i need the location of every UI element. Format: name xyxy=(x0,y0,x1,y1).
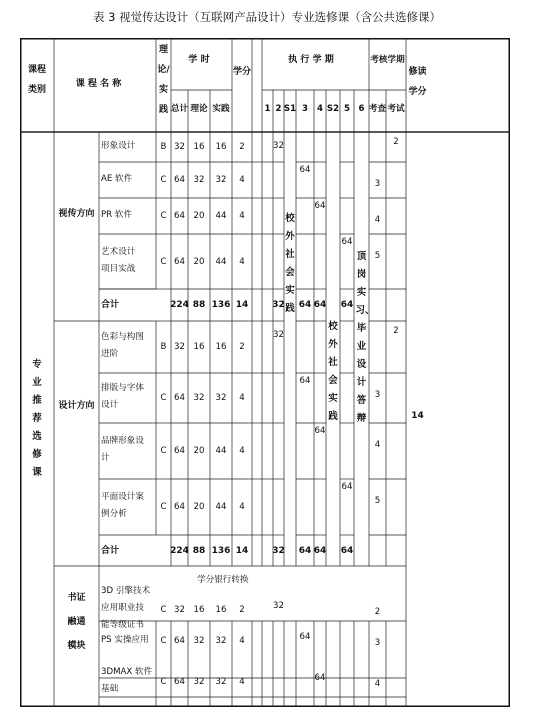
hours-practice: 44 xyxy=(215,446,227,456)
exam-term: 5 xyxy=(374,496,381,506)
header-theory-practice: 实 xyxy=(158,85,169,95)
course-name: 排版与字体 xyxy=(101,383,144,393)
group-name: 设计方向 xyxy=(58,401,95,411)
course-credit: 4 xyxy=(239,211,245,221)
semester-hours: 64 xyxy=(314,426,326,436)
header-category: 类别 xyxy=(27,85,47,95)
exam-term: 3 xyxy=(374,179,381,189)
header-credits: 学分 xyxy=(232,67,252,77)
header-theory-practice: 论/ xyxy=(157,65,170,75)
course-type: C xyxy=(160,636,167,646)
course-category: 专业推荐选修课 xyxy=(32,359,42,478)
header-required-credits: 学分 xyxy=(408,87,427,97)
hours-practice: 32 xyxy=(215,677,227,687)
exam-term: 3 xyxy=(374,638,381,648)
course-name: 基础 xyxy=(101,684,119,694)
exam-term: 5 xyxy=(374,251,381,261)
table-title: 表 3 视觉传达设计（互联网产品设计）专业选修课（含公共选修课） xyxy=(92,10,442,24)
exam-term: 2 xyxy=(393,326,399,336)
hours-total: 64 xyxy=(174,256,185,267)
header-semester-sub: 6 xyxy=(358,104,365,114)
hours-total: 64 xyxy=(174,175,185,185)
semester-hours: 64 xyxy=(299,632,311,642)
hours-total: 64 xyxy=(174,446,185,456)
total-hours: 224 xyxy=(170,545,189,556)
group-name: 融通 xyxy=(67,617,86,627)
header-semester-sub: S1 xyxy=(283,104,297,114)
course-type: C xyxy=(160,256,167,267)
course-credit: 4 xyxy=(239,502,245,512)
hours-practice: 32 xyxy=(215,175,227,185)
exam-term: 4 xyxy=(374,679,381,689)
header-semester-sub: 2 xyxy=(275,104,282,114)
semester-hours: 64 xyxy=(299,165,311,175)
course-name: 设计 xyxy=(101,400,119,410)
total-semester: 64 xyxy=(298,545,312,556)
group-name: 书证 xyxy=(67,593,86,603)
table-outer-border xyxy=(21,39,510,707)
course-type: C xyxy=(160,175,167,185)
exam-term: 3 xyxy=(374,390,381,400)
course-name: 能等级证书 xyxy=(101,620,144,630)
header-hours: 学 时 xyxy=(188,55,210,65)
course-type: C xyxy=(160,677,167,687)
course-type: C xyxy=(160,211,167,221)
semester-hours: 64 xyxy=(341,237,353,247)
course-type: C xyxy=(160,446,167,456)
course-credit: 2 xyxy=(239,604,245,615)
semester-hours: 32 xyxy=(273,141,284,151)
total-label: 合计 xyxy=(101,300,120,310)
course-credit: 4 xyxy=(239,677,245,687)
hours-total: 64 xyxy=(174,636,185,646)
semester-hours: 32 xyxy=(273,330,284,340)
total-semester: 32 xyxy=(272,300,285,310)
header-exam-term: 考核学期 xyxy=(370,55,405,65)
merged-required-credits: 14 xyxy=(411,411,424,421)
hours-theory: 32 xyxy=(193,636,205,646)
total-hours: 224 xyxy=(170,300,189,310)
header-category: 课程 xyxy=(27,65,47,75)
course-credit: 4 xyxy=(239,175,245,185)
course-credit: 2 xyxy=(239,142,245,152)
hours-theory: 16 xyxy=(193,342,205,352)
hours-theory: 32 xyxy=(193,677,205,687)
course-type: B xyxy=(160,342,167,352)
hours-practice: 16 xyxy=(215,604,227,615)
semester-hours: 64 xyxy=(341,482,353,492)
merged-s1-practice: 校外社会实践 xyxy=(285,213,295,314)
semester-hours: 32 xyxy=(273,600,284,611)
hours-total: 32 xyxy=(174,142,185,152)
hours-theory: 20 xyxy=(193,502,205,512)
hours-practice: 44 xyxy=(215,211,227,221)
hours-practice: 32 xyxy=(215,636,227,646)
course-credit: 4 xyxy=(239,446,245,456)
total-semester: 64 xyxy=(298,300,312,310)
course-name: 平面设计案 xyxy=(101,492,144,502)
total-semester: 64 xyxy=(313,545,327,556)
header-semester-sub: 1 xyxy=(264,104,271,114)
course-name: AE 软件 xyxy=(101,173,133,184)
hours-theory: 32 xyxy=(193,393,205,403)
header-hours-sub: 理论 xyxy=(190,104,208,114)
course-name: 艺术设计 xyxy=(101,246,136,257)
hours-total: 64 xyxy=(174,393,185,403)
hours-theory: 20 xyxy=(193,211,205,221)
hours-total: 32 xyxy=(174,604,185,615)
total-semester: 32 xyxy=(272,545,285,556)
group-name: 模块 xyxy=(67,641,86,651)
exam-term: 4 xyxy=(374,215,381,225)
course-name: 品牌形象设 xyxy=(101,436,144,446)
hours-theory: 16 xyxy=(193,604,205,615)
header-semester-sub: S2 xyxy=(326,104,340,114)
total-credit: 14 xyxy=(235,300,249,310)
hours-theory: 20 xyxy=(193,446,205,456)
hours-practice: 44 xyxy=(215,502,227,512)
course-name: 项目实战 xyxy=(101,263,136,274)
course-type: C xyxy=(160,502,167,512)
header-exam-sub: 考试 xyxy=(387,104,405,114)
course-credit: 4 xyxy=(239,256,245,267)
table-grid xyxy=(20,38,510,707)
total-semester: 64 xyxy=(340,300,354,310)
course-name: 3D 引擎技术 xyxy=(101,586,151,596)
course-name: 计 xyxy=(101,453,110,463)
curriculum-table xyxy=(20,38,510,707)
total-theory: 88 xyxy=(192,300,206,310)
course-name: 例分析 xyxy=(101,509,127,519)
course-name: 3DMAX 软件 xyxy=(101,667,153,677)
header-theory-practice: 理 xyxy=(158,45,169,55)
hours-total: 64 xyxy=(174,502,185,512)
hours-theory: 32 xyxy=(193,175,205,185)
hours-practice: 16 xyxy=(215,342,227,352)
exam-term: 4 xyxy=(374,440,381,450)
group-name: 视传方向 xyxy=(58,209,95,219)
hours-total: 32 xyxy=(174,342,185,352)
header-semester-sub: 4 xyxy=(317,104,323,114)
total-theory: 88 xyxy=(192,545,206,556)
header-semesters: 执 行 学 期 xyxy=(288,55,334,65)
header-required-credits: 修读 xyxy=(408,67,427,77)
total-credit: 14 xyxy=(235,545,249,556)
credit-bank-label: 学分银行转换 xyxy=(197,575,249,585)
header-semester-sub: 5 xyxy=(344,104,350,114)
course-credit: 2 xyxy=(239,342,245,352)
hours-practice: 16 xyxy=(215,142,227,152)
total-practice: 136 xyxy=(211,300,231,310)
course-name: 进阶 xyxy=(101,349,119,359)
course-type: B xyxy=(160,142,167,152)
course-name: PR 软件 xyxy=(101,209,133,220)
header-hours-sub: 实践 xyxy=(212,104,230,114)
header-semester-sub: 3 xyxy=(302,104,308,114)
semester-hours: 64 xyxy=(314,673,326,683)
hours-theory: 20 xyxy=(193,256,205,267)
course-name: 形象设计 xyxy=(101,140,136,151)
hours-practice: 32 xyxy=(215,393,227,403)
hours-theory: 16 xyxy=(193,142,205,152)
semester-hours: 64 xyxy=(314,201,326,211)
total-practice: 136 xyxy=(211,545,231,556)
semester-hours: 64 xyxy=(299,376,311,386)
course-name: PS 实操应用 xyxy=(101,634,149,645)
header-theory-practice: 践 xyxy=(158,105,169,115)
course-name: 色彩与构图 xyxy=(101,332,144,342)
total-label: 合计 xyxy=(101,545,120,556)
header-course-name: 课 程 名 称 xyxy=(75,79,122,89)
hours-total: 64 xyxy=(174,211,185,221)
exam-term: 2 xyxy=(393,137,399,147)
header-exam-sub: 考查 xyxy=(368,104,387,114)
course-type: C xyxy=(160,604,167,615)
header-hours-sub: 总计 xyxy=(170,104,189,114)
total-semester: 64 xyxy=(313,300,327,310)
course-name: 应用职业技 xyxy=(101,603,144,613)
course-type: C xyxy=(160,393,167,403)
total-semester: 64 xyxy=(340,545,354,556)
course-credit: 4 xyxy=(239,636,245,646)
hours-total: 64 xyxy=(174,677,185,687)
course-credit: 4 xyxy=(239,393,245,403)
hours-practice: 44 xyxy=(215,256,227,267)
merged-s2-practice: 校外社会实践 xyxy=(328,321,338,422)
exam-term: 2 xyxy=(374,606,381,617)
merged-term6-internship: 顶岗实习、毕业设计答辩 xyxy=(355,251,375,424)
